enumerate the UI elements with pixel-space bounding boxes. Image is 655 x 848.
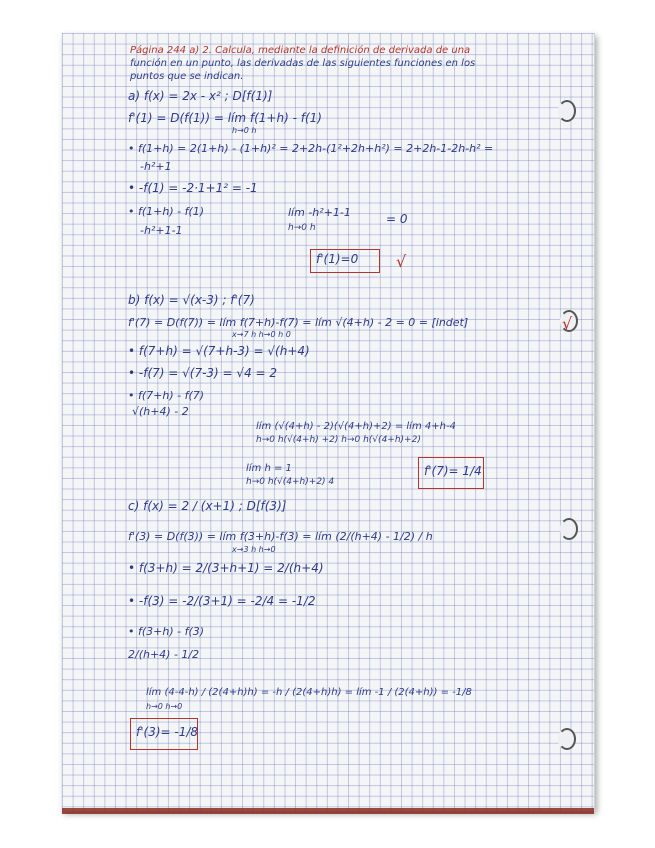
- part-c-definition: f'(3) = D(f(3)) = lím f(3+h)-f(3) = lím (2/(h+4) - 1/2) / h: [128, 530, 433, 543]
- binder-hole: [558, 100, 576, 122]
- part-a-step: • -f(1) = -2·1+1² = -1: [128, 181, 258, 195]
- part-b-limit: lím h = 1: [246, 463, 292, 474]
- part-a-statement: a) f(x) = 2x - x² ; D[f(1)]: [128, 89, 273, 103]
- part-b-limit: h→0 h(√(4+h)+2) 4: [246, 477, 335, 487]
- part-b-step: • f(7+h) = √(7+h-3) = √(h+4): [128, 344, 310, 358]
- part-c-step: • -f(3) = -2/(3+1) = -2/4 = -1/2: [128, 594, 316, 608]
- part-a-step: • f(1+h) - f(1): [128, 205, 205, 218]
- part-b-step: √(h+4) - 2: [132, 405, 189, 418]
- check-mark: √: [562, 314, 573, 333]
- part-b-step: • f(7+h) - f(7): [128, 389, 205, 402]
- part-c-step: • f(3+h) = 2/(3+h+1) = 2/(h+4): [128, 561, 324, 575]
- part-a-step: • f(1+h) = 2(1+h) - (1+h)² = 2+2h-(1²+2h+h²) = 2+2h-1-2h-h² =: [128, 142, 494, 155]
- part-b-statement: b) f(x) = √(x-3) ; f'(7): [128, 293, 255, 307]
- part-a-step: -h²+1-1: [140, 224, 183, 237]
- part-a-limit-sub: h→0 h: [232, 126, 257, 135]
- part-b-limit-sub: x→7 h h→0 h 0: [232, 330, 291, 339]
- part-c-step: • f(3+h) - f(3): [128, 625, 205, 638]
- part-a-result: f'(1)=0: [316, 252, 359, 266]
- check-mark: √: [396, 252, 407, 271]
- part-a-limit-sub: h→0 h: [288, 223, 316, 233]
- part-b-result: f'(7)= 1/4: [424, 464, 482, 478]
- sheet-bottom-edge: [62, 808, 594, 814]
- part-a-definition: f'(1) = D(f(1)) = lím f(1+h) - f(1): [128, 111, 322, 125]
- part-a-step: -h²+1: [140, 160, 172, 173]
- part-b-definition: f'(7) = D(f(7)) = lím f(7+h)-f(7) = lím √(4+h) - 2 = 0 = [indet]: [128, 316, 469, 329]
- part-b-step: • -f(7) = √(7-3) = √4 = 2: [128, 366, 278, 380]
- part-b-limit: h→0 h(√(4+h) +2) h→0 h(√(4+h)+2): [256, 435, 421, 445]
- part-c-result: f'(3)= -1/8: [136, 725, 199, 739]
- part-c-limit: lím (4-4-h) / (2(4+h)h) = -h / (2(4+h)h) = lím -1 / (2(4+h)) = -1/8: [146, 687, 472, 698]
- part-a-limit: lím -h²+1-1: [288, 206, 351, 219]
- part-b-limit: lím (√(4+h) - 2)(√(4+h)+2) = lím 4+h-4: [256, 421, 456, 432]
- header-line: Página 244 a) 2. Calcula, mediante la definición de derivada de una: [130, 45, 471, 56]
- header-line: puntos que se indican.: [130, 71, 244, 82]
- part-c-statement: c) f(x) = 2 / (x+1) ; D[f(3)]: [128, 499, 287, 513]
- binder-hole: [560, 518, 578, 540]
- part-c-limit-sub: h→0 h→0: [146, 702, 183, 711]
- part-c-step: 2/(h+4) - 1/2: [128, 648, 200, 661]
- binder-hole: [558, 728, 576, 750]
- part-c-limit-sub: x→3 h h→0: [232, 545, 276, 554]
- part-a-limit-value: = 0: [386, 212, 408, 226]
- header-line: función en un punto, las derivadas de las siguientes funciones en los: [130, 58, 476, 69]
